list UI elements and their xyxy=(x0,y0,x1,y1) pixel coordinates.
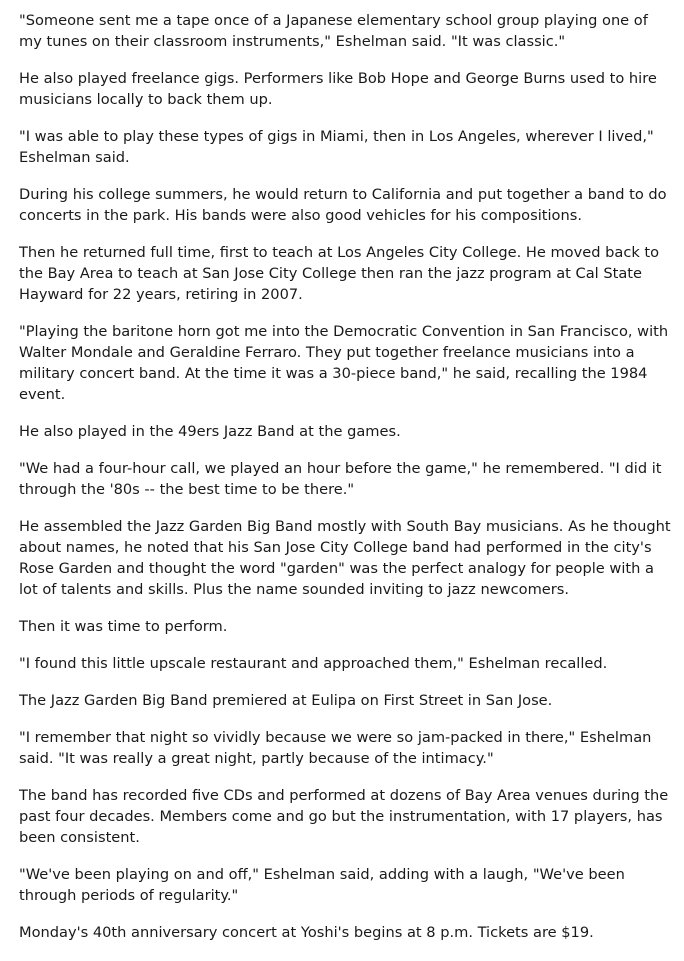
article-paragraph: The Jazz Garden Big Band premiered at Eulipa on First Street in San Jose. xyxy=(19,692,553,709)
article-paragraph: Then he returned full time, first to teach at Los Angeles City College. He moved back to the Bay Area to teach at San Jose City College then ran the jazz program at Cal State Hayward for 22 years, retiring in 2007. xyxy=(19,244,660,303)
article-paragraph: "I found this little upscale restaurant and approached them," Eshelman recalled. xyxy=(19,655,608,672)
article-paragraph: During his college summers, he would return to California and put together a band to do concerts in the park. His bands were also good vehicles for his compositions. xyxy=(19,186,667,224)
article-paragraph: He also played freelance gigs. Performers like Bob Hope and George Burns used to hire musicians locally to back them up. xyxy=(19,70,657,108)
article-paragraph: "I remember that night so vividly because we were so jam-packed in there," Eshelman said. "It was really a great night, partly because of the intimacy." xyxy=(19,729,652,767)
article-paragraph: Then it was time to perform. xyxy=(19,618,228,635)
article-paragraph: "Playing the baritone horn got me into the Democratic Convention in San Francisco, with Walter Mondale and Geraldine Ferraro. They put together freelance musicians into a military concert band. At the time it was a 30-piece band," he said, recalling the 1984 event. xyxy=(19,323,669,403)
article-paragraph: The band has recorded five CDs and performed at dozens of Bay Area venues during the past four decades. Members come and go but the instrumentation, with 17 players, has been consistent. xyxy=(19,787,669,846)
article-paragraph: "I was able to play these types of gigs in Miami, then in Los Angeles, wherever I lived," Eshelman said. xyxy=(19,128,654,166)
article-paragraph: "We had a four-hour call, we played an hour before the game," he remembered. "I did it through the '80s -- the best time to be there." xyxy=(19,460,662,498)
article-paragraph: "Someone sent me a tape once of a Japanese elementary school group playing one of my tunes on their classroom instruments," Eshelman said. "It was classic." xyxy=(19,12,648,50)
article-paragraph: "We've been playing on and off," Eshelman said, adding with a laugh, "We've been through periods of regularity." xyxy=(19,866,625,904)
article-paragraph: He assembled the Jazz Garden Big Band mostly with South Bay musicians. As he thought about names, he noted that his San Jose City College band had performed in the city's Rose Garden and thought the word "garden" was the perfect analogy for people with a lot of talents and skills. Plus the name sounded inviting to jazz newcomers. xyxy=(19,518,671,598)
article-paragraph: He also played in the 49ers Jazz Band at the games. xyxy=(19,423,401,440)
article-paragraph: Monday's 40th anniversary concert at Yoshi's begins at 8 p.m. Tickets are $19. xyxy=(19,924,594,941)
